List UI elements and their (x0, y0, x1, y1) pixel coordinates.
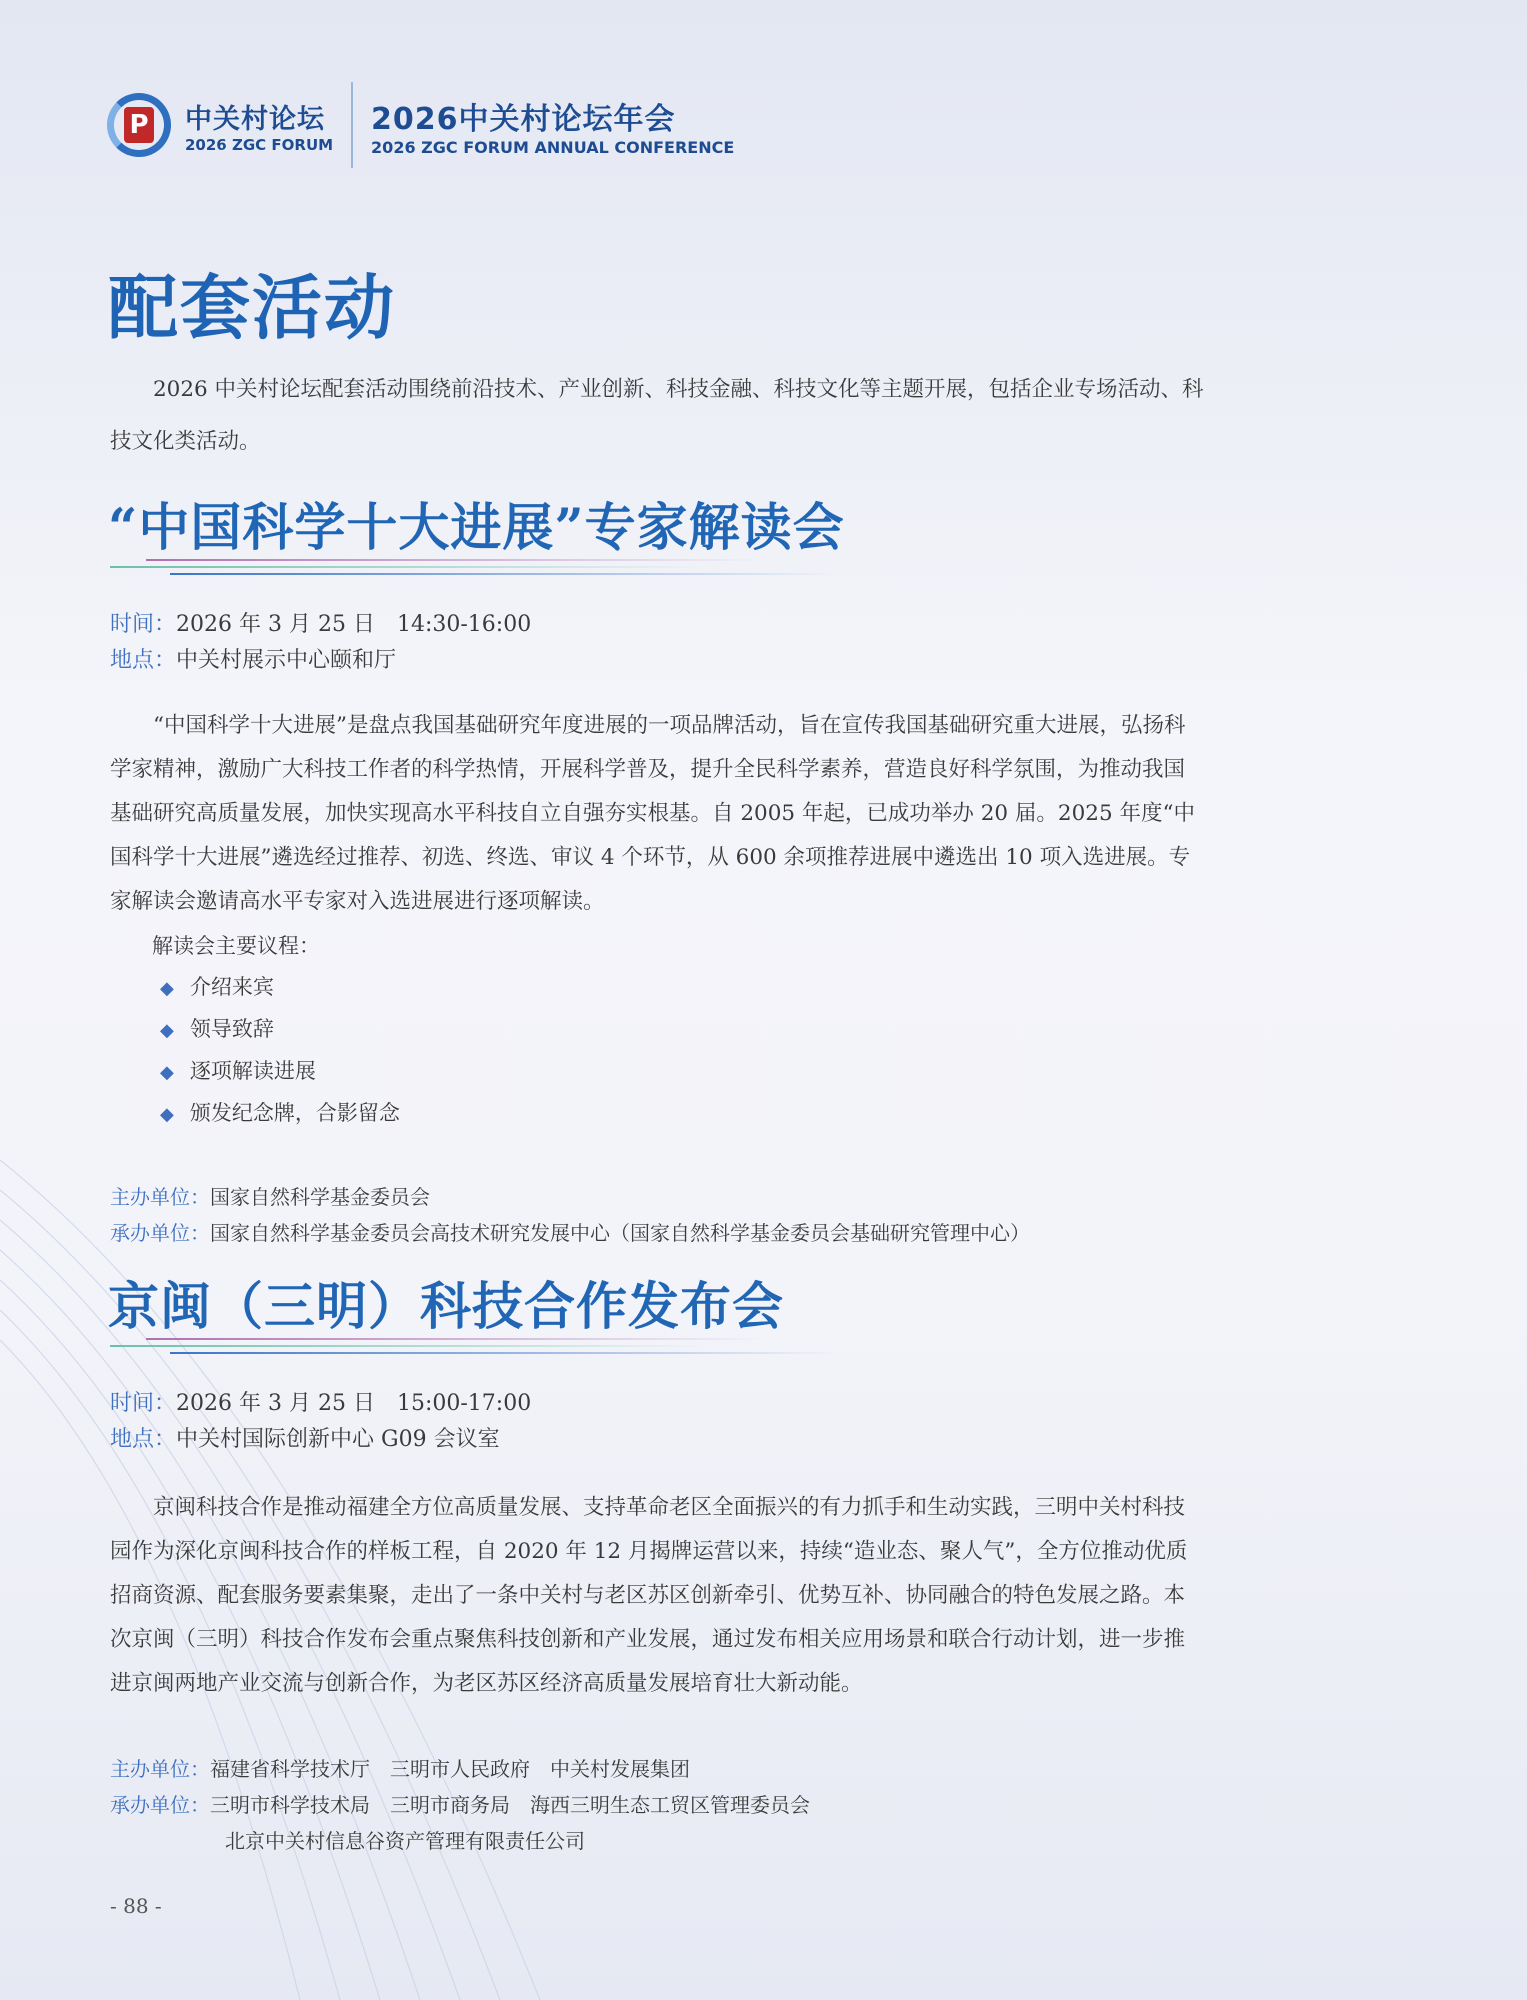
event-time: 2026 年 3 月 25 日 15:00-17:00 (176, 1391, 532, 1416)
event-organizers: 主办单位：国家自然科学基金委员会 承办单位：国家自然科学基金委员会高技术研究发展中心（国家自然科学基金委员会基础研究管理中心） (110, 1185, 1030, 1245)
header-logo (107, 82, 734, 168)
logo-en: 2026 ZGC FORUM (185, 135, 334, 154)
event-organizers: 主办单位：福建省科学技术厅 三明市人民政府 中关村发展集团 承办单位：三明市科学技术局 三明市商务局 海西三明生态工贸区管理委员会 北京中关村信息谷资产管理有限责任公司 (110, 1751, 1210, 1859)
host: 国家自然科学基金委员会 (210, 1185, 430, 1209)
event-place: 中关村国际创新中心 G09 会议室 (176, 1427, 500, 1452)
event-description: 京闽科技合作是推动福建全方位高质量发展、支持革命老区全面振兴的有力抓手和生动实践，三明中关村科技园作为深化京闽科技合作的样板工程，自 2020 年 12 月揭牌运营以来，持续“造业态、聚人气”，全方位推动优质招商资源、配套服务要素集聚，走出了一条中关村与老区苏区创新牵引、优势互补、协同融合的特色发展之路。本次京闽（三明）科技合作发布会重点聚焦科技创新和产业发展，通过发布相关应用场景和联合行动计划，进一步推进京闽两地产业交流与创新合作，为老区苏区经济高质量发展培育壮大新动能。 (110, 1495, 1188, 1696)
event-title: 京闽（三明）科技合作发布会 (108, 1277, 785, 1337)
page-title: 配套活动 (108, 267, 396, 349)
intro-paragraph: 2026 中关村论坛配套活动围绕前沿技术、产业创新、科技金融、科技文化等主题开展，包括企业专场活动、科技文化类活动。 (110, 377, 1204, 454)
diamond-bullet-icon: ◆ (160, 978, 174, 999)
page-number: - 88 - (110, 1894, 162, 1918)
logo-cn: 中关村论坛 (185, 103, 325, 135)
title-underline (110, 1337, 840, 1359)
agenda-item: ◆ 逐项解读进展 (160, 1059, 316, 1083)
event-place: 中关村展示中心颐和厅 (176, 648, 397, 673)
agenda-item: ◆ 颁发纪念牌，合影留念 (160, 1101, 400, 1125)
diamond-bullet-icon: ◆ (160, 1104, 174, 1125)
cohost-2: 北京中关村信息谷资产管理有限责任公司 (225, 1829, 585, 1853)
agenda-item: ◆ 领导致辞 (160, 1017, 274, 1041)
event-description: “中国科学十大进展”是盘点我国基础研究年度进展的一项品牌活动，旨在宣传我国基础研究重大进展，弘扬科学家精神，激励广大科技工作者的科学热情，开展科学普及，提升全民科学素养，营造良好科学氛围，为推动我国基础研究高质量发展，加快实现高水平科技自立自强夯实根基。自 2005 年起，已成功举办 20 届。2025 年度“中国科学十大进展”遴选经过推荐、初选、终选、审议 4 个环节，从 600 余项推荐进展中遴选出 10 项入选进展。专家解读会邀请高水平专家对入选进展进行逐项解读。 解读会主要议程： (110, 704, 1205, 968)
cohost: 国家自然科学基金委员会高技术研究发展中心（国家自然科学基金委员会基础研究管理中心） (210, 1221, 1030, 1245)
header-divider (351, 82, 353, 168)
conference-en: 2026 ZGC FORUM ANNUAL CONFERENCE (371, 137, 735, 157)
diamond-bullet-icon: ◆ (160, 1062, 174, 1083)
event-title: “中国科学十大进展”专家解读会 (108, 498, 845, 558)
diamond-bullet-icon: ◆ (160, 1020, 174, 1041)
conference-cn: 2026中关村论坛年会 (371, 101, 676, 137)
cohost: 三明市科学技术局 三明市商务局 海西三明生态工贸区管理委员会 (210, 1793, 810, 1817)
title-underline (110, 558, 840, 580)
forum-emblem-icon: P (107, 93, 171, 157)
agenda-list (160, 967, 400, 1135)
event-time: 2026 年 3 月 25 日 14:30-16:00 (176, 612, 532, 637)
event-info: 时间：2026 年 3 月 25 日 14:30-16:00 地点：中关村展示中心颐和厅 (110, 612, 532, 673)
agenda-item: ◆ 介绍来宾 (160, 975, 274, 999)
agenda-label: 解读会主要议程： (152, 934, 320, 958)
host: 福建省科学技术厅 三明市人民政府 中关村发展集团 (210, 1757, 690, 1781)
event-info: 时间：2026 年 3 月 25 日 15:00-17:00 地点：中关村国际创新中心 G09 会议室 (110, 1391, 532, 1452)
